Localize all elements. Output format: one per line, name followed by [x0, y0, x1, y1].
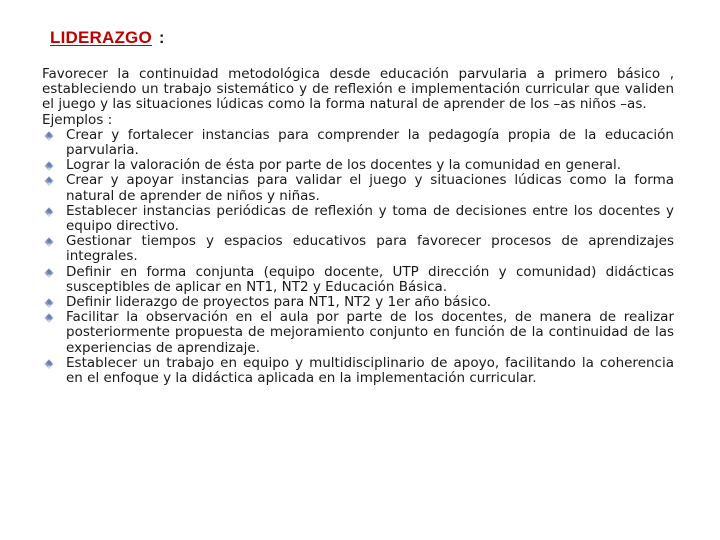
example-text: Crear y apoyar instancias para validar el juego y situaciones lúdicas como la forma natural de aprender de niños y niñas.	[66, 172, 674, 204]
example-text: Definir liderazgo de proyectos para NT1, NT2 y 1er año básico.	[66, 294, 492, 311]
title-text: LIDERAZGO	[50, 28, 152, 47]
list-item	[42, 128, 674, 158]
example-text: Facilitar la observación en el aula por parte de los docentes, de manera de realizar posteriormente propuesta de mejoramiento conjunto en función de la continuidad de las experiencias de aprendizaje.	[66, 309, 674, 356]
diamond-bullet-icon	[44, 359, 54, 369]
diamond-bullet-icon	[44, 161, 54, 171]
content-body	[42, 67, 674, 386]
examples-label: Ejemplos :	[42, 111, 113, 128]
example-text: Crear y fortalecer instancias para comprender la pedagogía propia de la educación parvularia.	[66, 126, 674, 159]
list-item	[42, 295, 674, 310]
list-item	[42, 204, 674, 234]
title-colon: :	[158, 28, 165, 47]
list-item	[42, 158, 674, 173]
diamond-bullet-icon	[44, 237, 54, 247]
diamond-bullet-icon	[44, 298, 54, 308]
list-item	[42, 265, 674, 295]
diamond-bullet-icon	[44, 207, 54, 217]
diamond-bullet-icon	[44, 268, 54, 278]
diamond-bullet-icon	[44, 313, 54, 323]
example-text: Lograr la valoración de ésta por parte de los docentes y la comunidad en general.	[66, 157, 622, 174]
list-item	[42, 234, 674, 264]
page-title	[50, 28, 165, 48]
examples-list	[42, 128, 674, 386]
example-text: Definir en forma conjunta (equipo docente, UTP dirección y comunidad) didácticas susceptibles de aplicar en NT1, NT2 y Educación Básica.	[66, 263, 674, 295]
intro-paragraph: Favorecer la continuidad metodológica desde educación parvularia a primero básico , estableciendo un trabajo sistemático y de reflexión e implementación curricular que validen el juego y las situaciones lúdicas como la forma natural de aprender de los –as niños –as.	[42, 66, 674, 113]
example-text: Establecer un trabajo en equipo y multidisciplinario de apoyo, facilitando la coherencia en el enfoque y la didáctica aplicada en la implementación curricular.	[66, 354, 674, 387]
example-text: Gestionar tiempos y espacios educativos para favorecer procesos de aprendizajes integrales.	[66, 233, 674, 265]
example-text: Establecer instancias periódicas de reflexión y toma de decisiones entre los docentes y equipo directivo.	[66, 202, 674, 235]
diamond-bullet-icon	[44, 176, 54, 186]
list-item	[42, 356, 674, 386]
list-item	[42, 173, 674, 203]
diamond-bullet-icon	[44, 131, 54, 141]
list-item	[42, 310, 674, 356]
